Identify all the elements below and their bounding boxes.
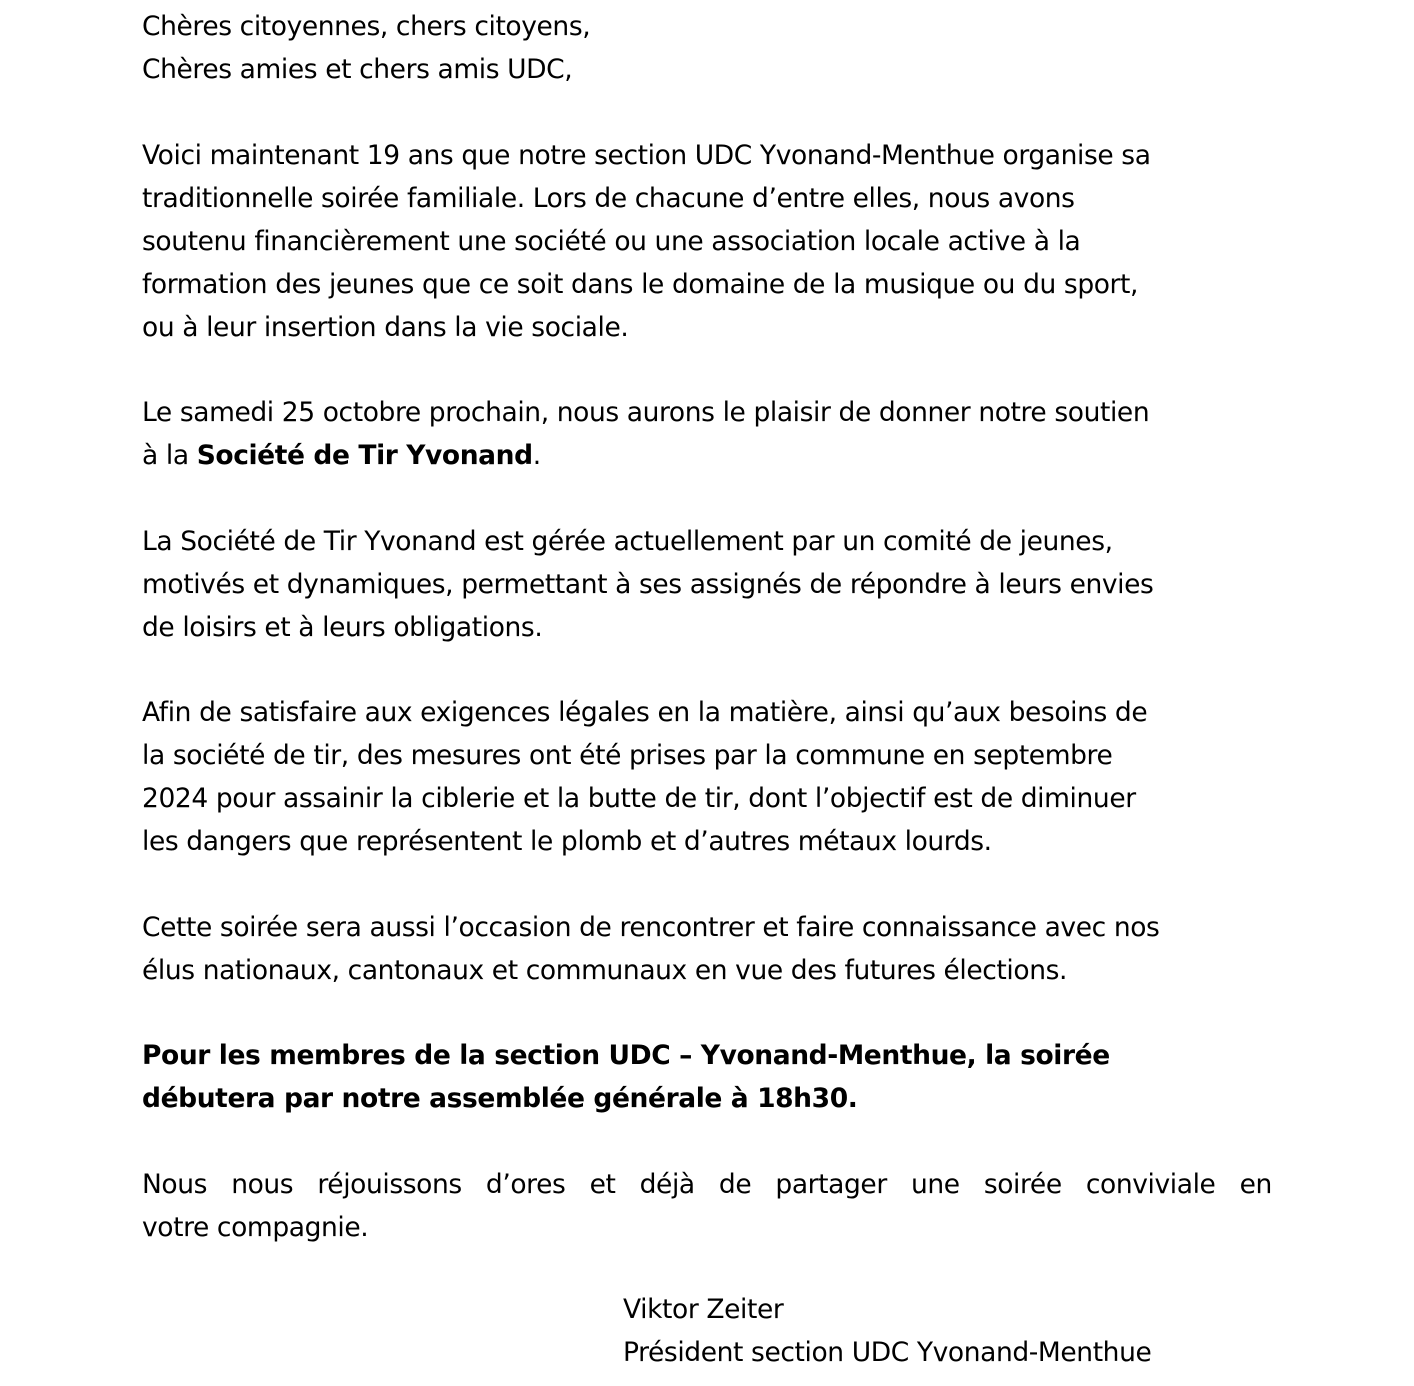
paragraph-history: [142, 134, 1272, 349]
text-prefix: à la: [142, 440, 197, 471]
word: partager: [775, 1168, 887, 1200]
signature-block: [623, 1288, 1151, 1374]
paragraph-line: formation des jeunes que ce soit dans le domaine de la musique ou du sport,: [142, 268, 1139, 300]
paragraph-line: 2024 pour assainir la ciblerie et la butte de tir, dont l’objectif est de diminuer: [142, 783, 1136, 814]
paragraph-line: élus nationaux, cantonaux et communaux en vue des futures élections.: [142, 954, 1068, 986]
paragraph-line: soutenu financièrement une société ou une association locale active à la: [142, 225, 1081, 257]
word: de: [718, 1168, 752, 1200]
paragraph-line: ou à leur insertion dans la vie sociale.: [142, 311, 629, 343]
paragraph-line: les dangers que représentent le plomb et d’autres métaux lourds.: [142, 826, 992, 857]
paragraph-line: Voici maintenant 19 ans que notre section UDC Yvonand-Menthue organise sa: [142, 139, 1151, 171]
salutation-line-2: Chères amies et chers amis UDC,: [142, 54, 573, 85]
paragraph-line: Cette soirée sera aussi l’occasion de rencontrer et faire connaissance avec nos: [142, 911, 1160, 943]
letter-body: [142, 5, 1272, 1249]
paragraph-line: Pour les membres de la section UDC – Yvonand-Menthue, la soirée: [142, 1040, 1110, 1071]
paragraph-legal-measures: [142, 691, 1272, 863]
word: une: [910, 1168, 960, 1200]
paragraph-event-date: [142, 391, 1272, 477]
paragraph-elected-officials: [142, 906, 1272, 992]
paragraph-line: de loisirs et à leurs obligations.: [142, 611, 543, 643]
beneficiary-name: Société de Tir Yvonand: [196, 440, 533, 471]
paragraph-society-description: [142, 520, 1272, 649]
paragraph-line: votre compagnie.: [142, 1211, 369, 1243]
word: et: [589, 1168, 616, 1200]
paragraph-line: La Société de Tir Yvonand est gérée actuellement par un comité de jeunes,: [142, 525, 1113, 557]
signatory-name: Viktor Zeiter: [623, 1294, 784, 1325]
word: Nous: [142, 1168, 208, 1200]
paragraph-closing: [142, 1163, 1272, 1249]
text-suffix: .: [532, 440, 541, 471]
paragraph-line: Le samedi 25 octobre prochain, nous aurons le plaisir de donner notre soutien: [142, 397, 1150, 428]
paragraph-line: traditionnelle soirée familiale. Lors de chacune d’entre elles, nous avons: [142, 182, 1075, 214]
paragraph-line: [142, 434, 1272, 477]
paragraph-line: motivés et dynamiques, permettant à ses assignés de répondre à leurs envies: [142, 568, 1154, 600]
salutation-line-1: Chères citoyennes, chers citoyens,: [142, 11, 591, 42]
word: en: [1239, 1168, 1272, 1200]
paragraph-assembly-notice: [142, 1034, 1272, 1120]
paragraph-line: débutera par notre assemblée générale à 18h30.: [142, 1083, 858, 1114]
paragraph-line: la société de tir, des mesures ont été prises par la commune en septembre: [142, 740, 1113, 771]
word: d’ores: [485, 1168, 566, 1200]
word: déjà: [639, 1168, 695, 1200]
word: soirée: [983, 1168, 1062, 1200]
paragraph-line: Afin de satisfaire aux exigences légales en la matière, ainsi qu’aux besoins de: [142, 697, 1148, 728]
justified-line: [142, 1163, 1272, 1206]
signatory-title: Président section UDC Yvonand-Menthue: [623, 1337, 1152, 1368]
word: réjouissons: [317, 1168, 462, 1200]
word: conviviale: [1085, 1168, 1216, 1200]
word: nous: [231, 1168, 294, 1200]
